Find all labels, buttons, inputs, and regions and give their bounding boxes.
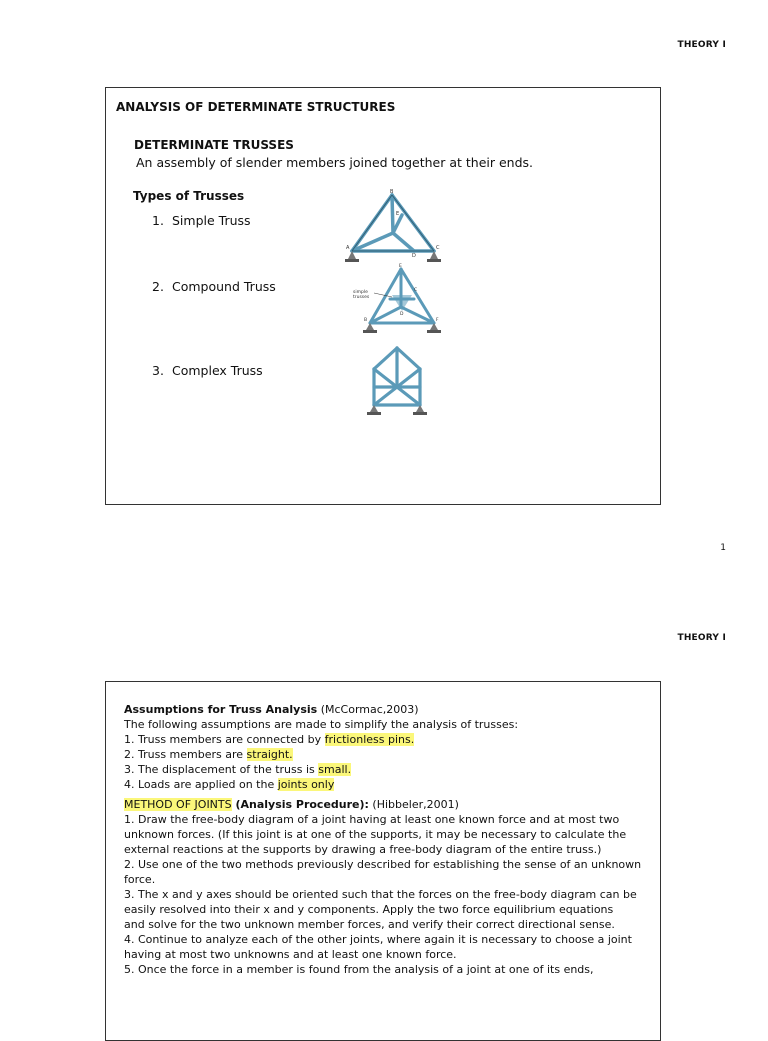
page-header: THEORY I — [677, 40, 726, 50]
simple-truss-figure — [344, 187, 444, 265]
list-number: 2. — [152, 279, 164, 294]
assumptions-title: Assumptions for Truss Analysis — [124, 703, 318, 716]
joint-label: C — [414, 288, 418, 293]
citation: (Hibbeler,2001) — [368, 798, 459, 811]
assumption-item — [124, 732, 654, 747]
joint-label: E — [396, 211, 400, 217]
assumption-text: 2. Truss members are — [124, 748, 247, 761]
assumption-text: 1. Truss members are connected by — [124, 733, 325, 746]
highlighted-text: joints only — [277, 778, 335, 791]
citation: (McCormac,2003) — [317, 703, 419, 716]
complex-truss-figure — [364, 343, 430, 417]
list-number: 3. — [152, 363, 164, 378]
truss-type-item — [152, 279, 276, 294]
method-heading — [124, 797, 654, 812]
assumption-text: 3. The displacement of the truss is — [124, 763, 319, 776]
slide-1 — [105, 87, 661, 505]
method-subtitle: (Analysis Procedure): — [231, 798, 369, 811]
assumption-text: 4. Loads are applied on the — [124, 778, 278, 791]
procedure-step: and solve for the two unknown member forces, and verify their correct directional sense. — [124, 918, 615, 931]
assumption-item — [124, 777, 654, 792]
procedure-step: 3. The x and y axes should be oriented such that the forces on the free-body diagram can be easily resolved into their x and y components. Apply the two force equilibrium equations — [124, 888, 637, 916]
highlighted-text: frictionless pins. — [324, 733, 415, 746]
truss-type-label: Compound Truss — [172, 279, 276, 294]
section-title: DETERMINATE TRUSSES — [134, 138, 294, 152]
procedure-step: 4. Continue to analyze each of the other joints, where again it is necessary to choose a joint having at most two unknowns and at least one known force. — [124, 933, 632, 961]
assumptions-heading — [124, 702, 654, 717]
slide-2 — [105, 681, 661, 1041]
compound-truss-figure — [352, 263, 444, 333]
joint-label: A — [346, 245, 350, 251]
page-number: 1 — [720, 543, 726, 553]
figure-annotation: trusses — [353, 295, 370, 300]
types-heading: Types of Trusses — [133, 189, 245, 203]
joint-label: D — [412, 253, 416, 259]
method-title: METHOD OF JOINTS — [124, 798, 232, 811]
truss-type-item — [152, 213, 251, 228]
highlighted-text: small. — [318, 763, 352, 776]
procedure-step: 1. Draw the free-body diagram of a joint having at least one known force and at most two unknown forces. (If this joint is at one of the supports, it may be necessary to calculate the external reactions at the supports by drawing a free-body diagram of the entire truss.) — [124, 813, 627, 856]
joint-label: B — [390, 189, 394, 195]
figure-annotation: simple — [353, 290, 368, 295]
page-header: THEORY I — [677, 633, 726, 643]
page-title: ANALYSIS OF DETERMINATE STRUCTURES — [116, 100, 396, 114]
truss-type-label: Complex Truss — [172, 363, 263, 378]
procedure-step: 5. Once the force in a member is found from the analysis of a joint at one of its ends, — [124, 963, 594, 976]
joint-label: C — [436, 245, 440, 251]
highlighted-text: straight. — [246, 748, 293, 761]
truss-type-label: Simple Truss — [172, 213, 251, 228]
assumption-item — [124, 747, 654, 762]
joint-label: D — [400, 312, 404, 317]
list-number: 1. — [152, 213, 164, 228]
definition-text: An assembly of slender members joined together at their ends. — [136, 155, 534, 170]
assumptions-intro: The following assumptions are made to simplify the analysis of trusses: — [124, 718, 519, 731]
assumption-item — [124, 762, 654, 777]
slide-body — [124, 702, 654, 977]
joint-label: B — [364, 318, 368, 323]
procedure-step: 2. Use one of the two methods previously described for establishing the sense of an unknown force. — [124, 858, 642, 886]
joint-label: E — [399, 264, 402, 269]
truss-type-item — [152, 363, 263, 378]
joint-label: F — [436, 318, 439, 323]
